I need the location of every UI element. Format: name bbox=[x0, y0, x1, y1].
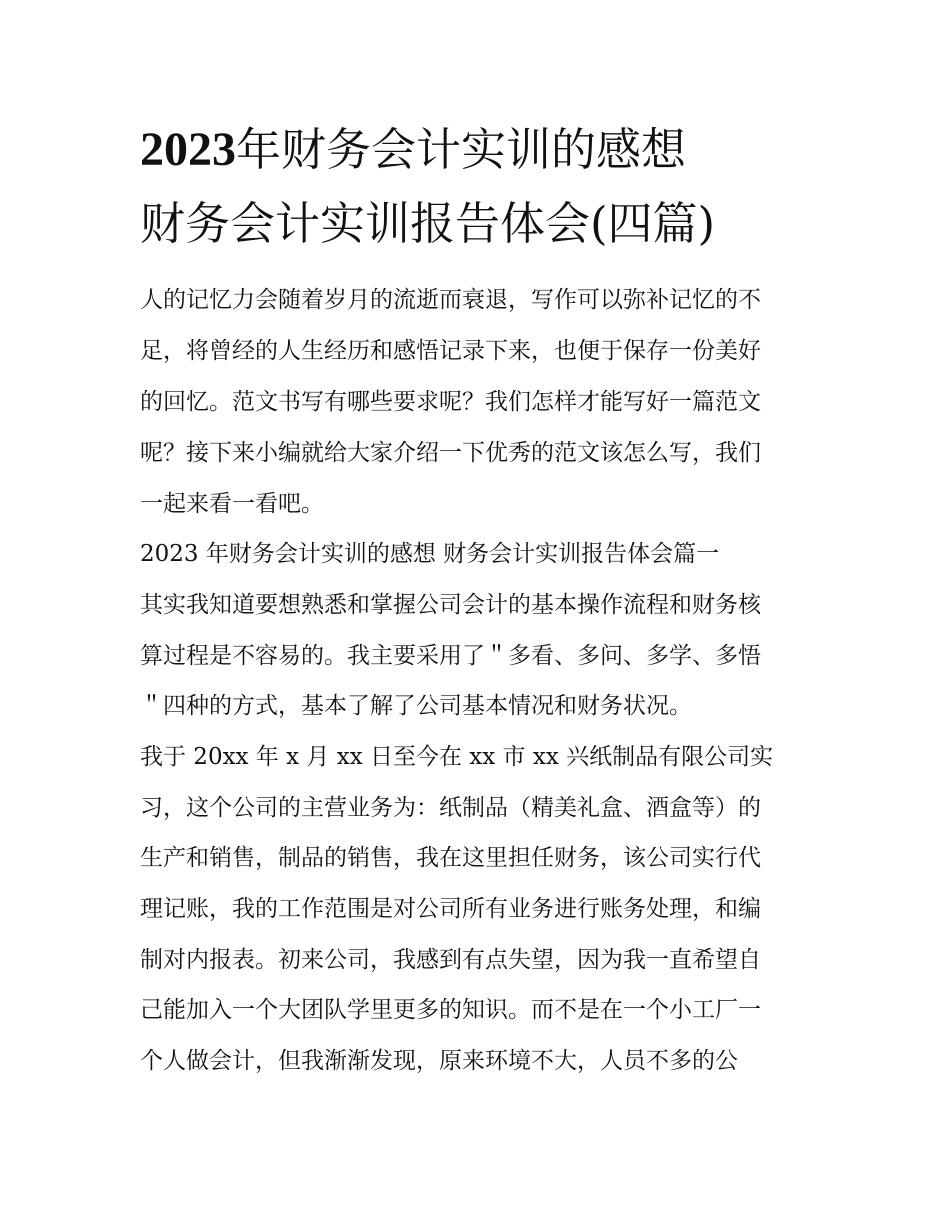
paragraph-line: ＂四种的方式，基本了解了公司基本情况和财务状况。 bbox=[140, 693, 692, 719]
paragraph-line: 个人做会计，但我渐渐发现，原来环境不大，人员不多的公 bbox=[140, 1048, 738, 1074]
paragraph-line: 生产和销售，制品的销售，我在这里担任财务，该公司实行代 bbox=[140, 845, 761, 871]
paragraph-line: 呢？接下来小编就给大家介绍一下优秀的范文该怎么写，我们 bbox=[140, 440, 761, 466]
paragraph-line: 理记账，我的工作范围是对公司所有业务进行账务处理，和编 bbox=[140, 896, 761, 922]
paragraph-line: 足，将曾经的人生经历和感悟记录下来，也便于保存一份美好 bbox=[140, 338, 761, 364]
paragraph-line: 的回忆。范文书写有哪些要求呢？我们怎样才能写好一篇范文 bbox=[140, 389, 761, 415]
paragraph-line: 制对内报表。初来公司，我感到有点失望，因为我一直希望自 bbox=[140, 947, 761, 973]
section-heading: 2023 年财务会计实训的感想 财务会计实训报告体会篇一 bbox=[140, 541, 720, 567]
title-text: 年财务会计实训的感想 bbox=[236, 123, 687, 176]
paragraph-line: 算过程是不容易的。我主要采用了＂多看、多问、多学、多悟 bbox=[140, 643, 761, 669]
paragraph-line: 其实我知道要想熟悉和掌握公司会计的基本操作流程和财务核 bbox=[140, 592, 761, 618]
paragraph-line: 习，这个公司的主营业务为：纸制品（精美礼盒、酒盒等）的 bbox=[140, 795, 761, 821]
paragraph-line: 己能加入一个大团队学里更多的知识。而不是在一个小工厂一 bbox=[140, 997, 761, 1023]
paragraph-line: 一起来看一看吧。 bbox=[140, 491, 324, 517]
title-line-2: 财务会计实训报告体会(四篇) bbox=[140, 197, 716, 250]
title-line-1 bbox=[140, 122, 686, 178]
paragraph-line: 我于 20xx 年 x 月 xx 日至今在 xx 市 xx 兴纸制品有限公司实 bbox=[140, 744, 774, 770]
title-year: 2023 bbox=[140, 123, 236, 176]
paragraph-line: 人的记忆力会随着岁月的流逝而衰退，写作可以弥补记忆的不 bbox=[140, 287, 761, 313]
